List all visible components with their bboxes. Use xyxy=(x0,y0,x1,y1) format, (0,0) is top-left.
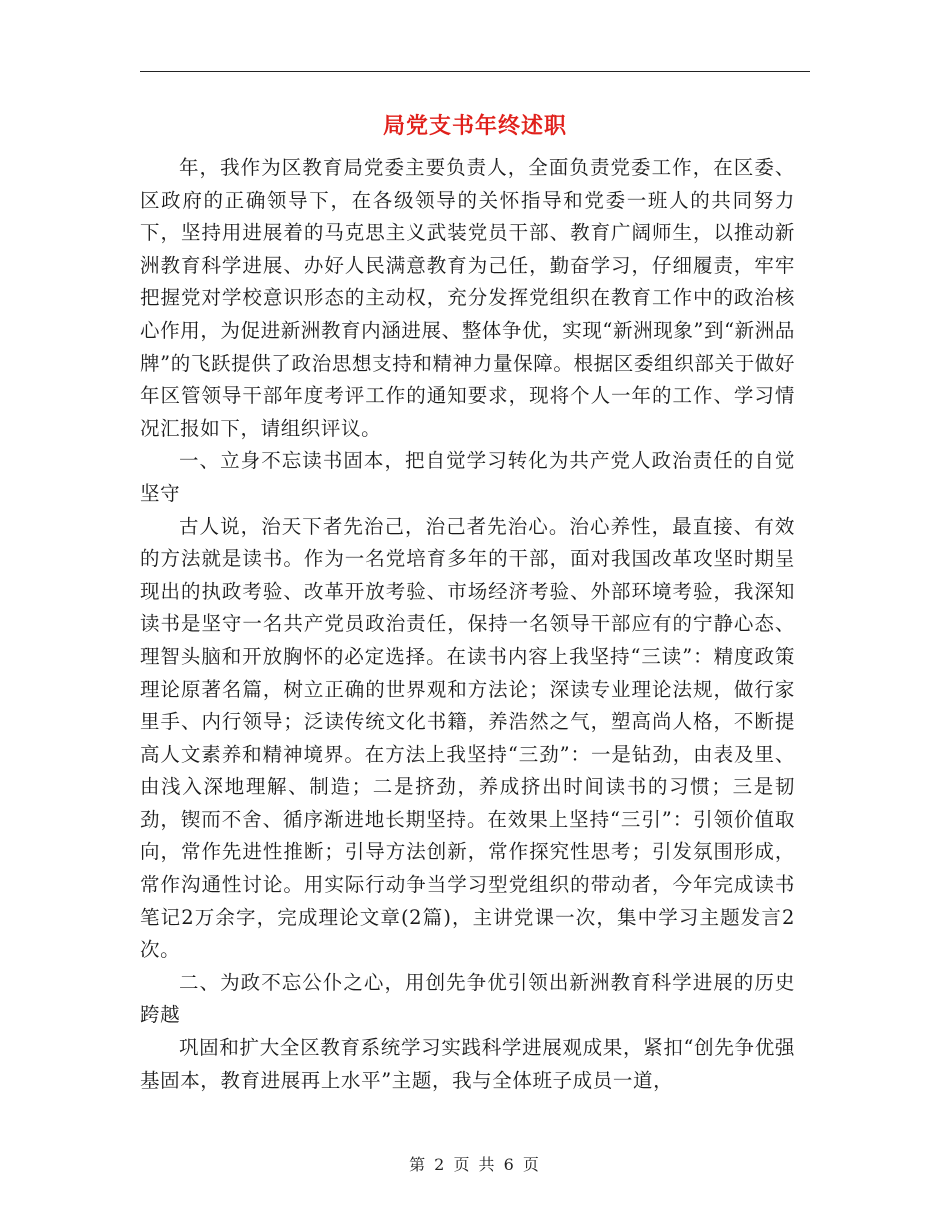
document-body xyxy=(140,152,795,1097)
page-number-footer: 第 2 页 共 6 页 xyxy=(409,1155,541,1174)
section-heading-2: 二、为政不忘公仆之心，用创先争优引领出新洲教育科学进展的历史跨越 xyxy=(140,970,795,1027)
paragraph-reading: 古人说，治天下者先治己，治己者先治心。治心养性，最直接、有效的方法就是读书。作为一名党培育多年的干部，面对我国改革攻坚时期呈现出的执政考验、改革开放考验、市场经济考验、外部环境考验，我深知读书是坚守一名共产党员政治责任，保持一名领导干部应有的宁静心态、理智头脑和开放胸怀的必定选择。在读书内容上我坚持“三读”：精度政策理论原著名篇，树立正确的世界观和方法论；深读专业理论法规，做行家里手、内行领导；泛读传统文化书籍，养浩然之气，塑高尚人格，不断提高人文素养和精神境界。在方法上我坚持“三劲”：一是钻劲，由表及里、由浅入深地理解、制造；二是挤劲，养成挤出时间读书的习惯；三是韧劲，锲而不舍、循序渐进地长期坚持。在效果上坚持“三引”：引领价值取向，常作先进性推断；引导方法创新，常作探究性思考；引发氛围形成，常作沟通性讨论。用实际行动争当学习型党组织的带动者，今年完成读书笔记2万余字，完成理论文章(2篇)，主讲党课一次，集中学习主题发言2次。 xyxy=(140,514,795,962)
header-rule xyxy=(140,71,810,72)
paragraph-intro: 年，我作为区教育局党委主要负责人，全面负责党委工作，在区委、区政府的正确领导下，在各级领导的关怀指导和党委一班人的共同努力下，坚持用进展着的马克思主义武装党员干部、教育广阔师生，以推动新洲教育科学进展、办好人民满意教育为己任，勤奋学习，仔细履责，牢牢把握党对学校意识形态的主动权，充分发挥党组织在教育工作中的政治核心作用，为促进新洲教育内涵进展、整体争优，实现“新洲现象”到“新洲品牌”的飞跃提供了政治思想支持和精神力量保障。根据区委组织部关于做好年区管领导干部年度考评工作的通知要求，现将个人一年的工作、学习情况汇报如下，请组织评议。 xyxy=(140,156,795,440)
document-title: 局党支书年终述职 xyxy=(382,113,567,139)
paragraph-consolidate: 巩固和扩大全区教育系统学习实践科学进展观成果，紧扣“创先争优强基固本，教育进展再上水平”主题，我与全体班子成员一道， xyxy=(140,1036,795,1092)
section-heading-1: 一、立身不忘读书固本，把自觉学习转化为共产党人政治责任的自觉坚守 xyxy=(140,449,795,505)
